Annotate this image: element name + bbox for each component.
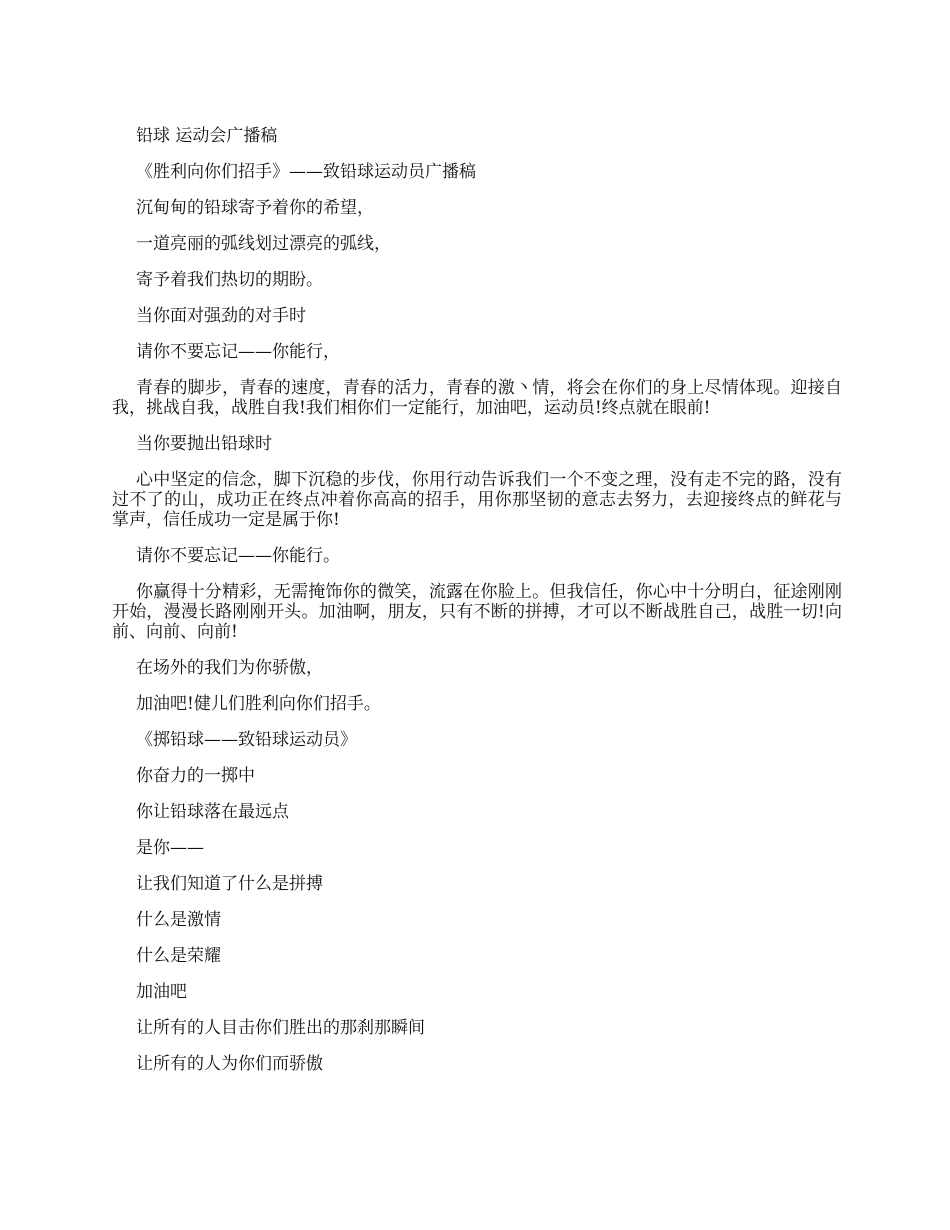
paragraph: 请你不要忘记——你能行， xyxy=(136,342,340,362)
paragraph: 一道亮丽的弧线划过漂亮的弧线， xyxy=(136,234,391,254)
paragraph: 加油吧!健儿们胜利向你们招手。 xyxy=(136,694,381,714)
section-heading-2: 《掷铅球——致铅球运动员》 xyxy=(136,730,357,750)
paragraph: 你赢得十分精彩，无需掩饰你的微笑，流露在你脸上。但我信任，你心中十分明白，征途刚刚开始，漫漫长路刚刚开头。加油啊，朋友，只有不断的拼搏，才可以不断战胜自己，战胜一切!向前、向前、向前! xyxy=(112,582,842,642)
poem-line: 你奋力的一掷中 xyxy=(136,766,255,786)
poem-line: 让我们知道了什么是拼搏 xyxy=(136,874,323,894)
paragraph: 请你不要忘记——你能行。 xyxy=(136,546,340,566)
paragraph: 当你要抛出铅球时 xyxy=(136,434,272,454)
paragraph: 在场外的我们为你骄傲， xyxy=(136,658,323,678)
section-heading-1: 《胜利向你们招手》——致铅球运动员广播稿 xyxy=(136,162,476,182)
poem-line: 加油吧 xyxy=(136,982,187,1002)
paragraph: 寄予着我们热切的期盼。 xyxy=(136,270,323,290)
paragraph: 当你面对强劲的对手时 xyxy=(136,306,306,326)
poem-line: 让所有的人目击你们胜出的那刹那瞬间 xyxy=(136,1018,425,1038)
paragraph: 沉甸甸的铅球寄予着你的希望， xyxy=(136,198,374,218)
doc-title: 铅球 运动会广播稿 xyxy=(136,126,278,146)
poem-line: 什么是荣耀 xyxy=(136,946,221,966)
poem-line: 让所有的人为你们而骄傲 xyxy=(136,1054,323,1074)
poem-line: 你让铅球落在最远点 xyxy=(136,802,289,822)
paragraph: 青春的脚步，青春的速度，青春的活力，青春的激丶情，将会在你们的身上尽情体现。迎接自我，挑战自我，战胜自我!我们相你们一定能行，加油吧，运动员!终点就在眼前! xyxy=(112,378,842,418)
document-body xyxy=(112,126,842,1090)
poem-line: 是你—— xyxy=(136,838,204,858)
poem-line: 什么是激情 xyxy=(136,910,221,930)
paragraph: 心中坚定的信念，脚下沉稳的步伐，你用行动告诉我们一个不变之理，没有走不完的路，没有过不了的山，成功正在终点冲着你高高的招手，用你那坚韧的意志去努力，去迎接终点的鲜花与掌声，信任成功一定是属于你! xyxy=(112,470,842,530)
